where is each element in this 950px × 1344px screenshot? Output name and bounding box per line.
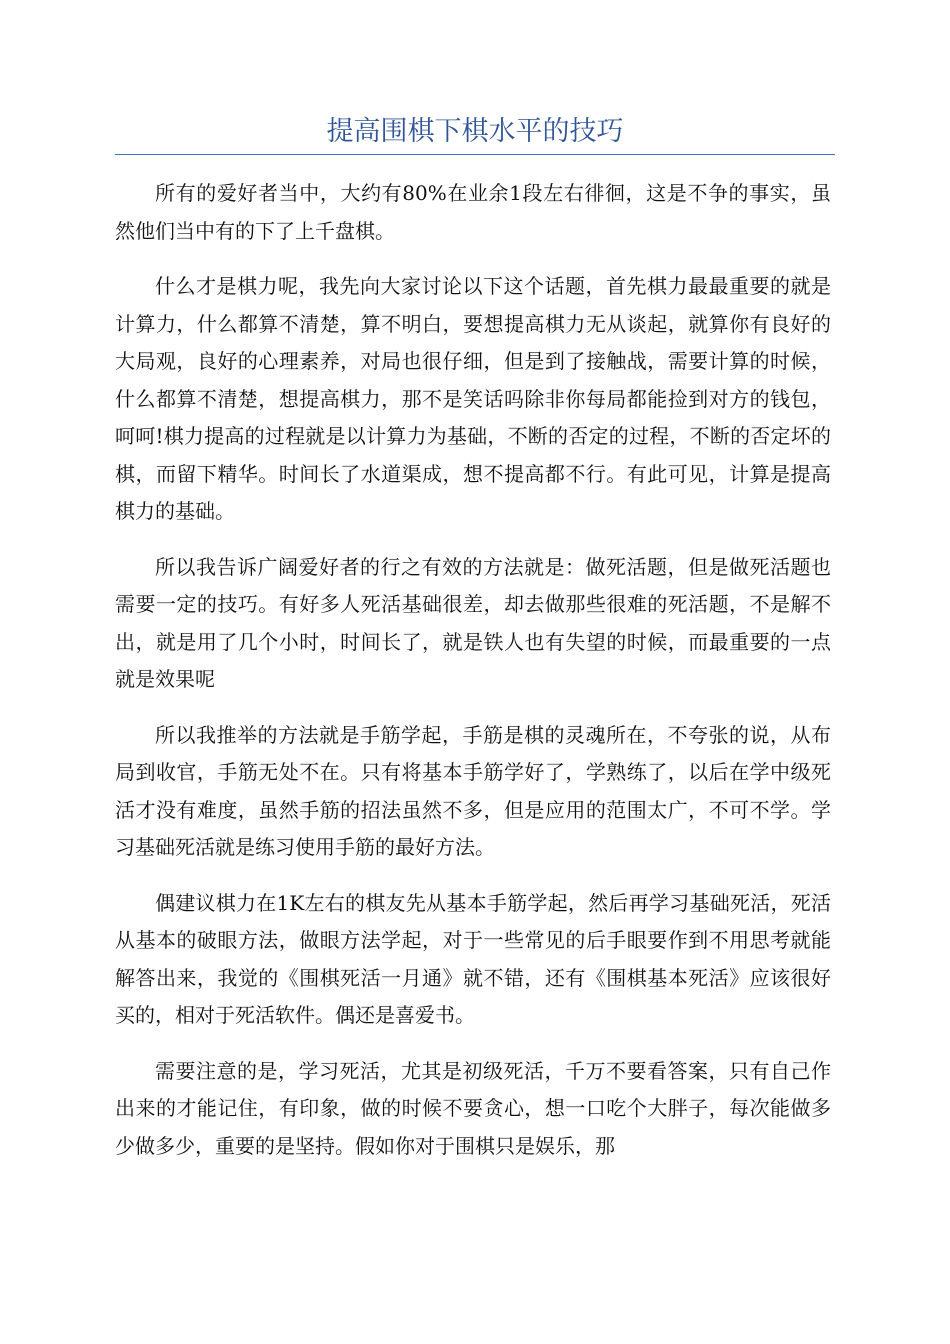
paragraph-3: 所以我告诉广阔爱好者的行之有效的方法就是：做死活题，但是做死活题也需要一定的技巧。有好多人死活基础很差，却去做那些很难的死活题，不是解不出，就是用了几个小时，时间长了，就是铁人也有失望的时候，而最重要的一点就是效果呢 (115, 554, 831, 691)
document-title: 提高围棋下棋水平的技巧 (326, 116, 624, 147)
paragraph-5: 偶建议棋力在1K左右的棋友先从基本手筋学起，然后再学习基础死活，死活从基本的破眼方法，做眼方法学起，对于一些常见的后手眼要作到不用思考就能解答出来，我觉的《围棋死活一月通》就不错，还有《围棋基本死活》应该很好买的，相对于死活软件。偶还是喜爱书。 (115, 890, 831, 1027)
document-body (115, 175, 831, 1183)
paragraph-4: 所以我推举的方法就是手筋学起，手筋是棋的灵魂所在，不夸张的说，从布局到收官，手筋无处不在。只有将基本手筋学好了，学熟练了，以后在学中级死活才没有难度，虽然手筋的招法虽然不多，但是应用的范围太广，不可不学。学习基础死活就是练习使用手筋的最好方法。 (115, 722, 831, 859)
paragraph-2: 什么才是棋力呢，我先向大家讨论以下这个话题，首先棋力最最重要的就是计算力，什么都算不清楚，算不明白，要想提高棋力无从谈起，就算你有良好的大局观，良好的心理素养，对局也很仔细，但是到了接触战，需要计算的时候，什么都算不清楚，想提高棋力，那不是笑话吗除非你每局都能捡到对方的钱包，呵呵!棋力提高的过程就是以计算力为基础，不断的否定的过程，不断的否定坏的棋，而留下精华。时间长了水道渠成，想不提高都不行。有此可见，计算是提高棋力的基础。 (115, 274, 831, 523)
paragraph-6: 需要注意的是，学习死活，尤其是初级死活，千万不要看答案，只有自己作出来的才能记住，有印象，做的时候不要贪心，想一口吃个大胖子，每次能做多少做多少，重要的是坚持。假如你对于围棋只是娱乐，那 (115, 1058, 831, 1158)
paragraph-1: 所有的爱好者当中，大约有80%在业余1段左右徘徊，这是不争的事实，虽然他们当中有的下了上千盘棋。 (115, 181, 831, 243)
title-underline (115, 154, 835, 155)
